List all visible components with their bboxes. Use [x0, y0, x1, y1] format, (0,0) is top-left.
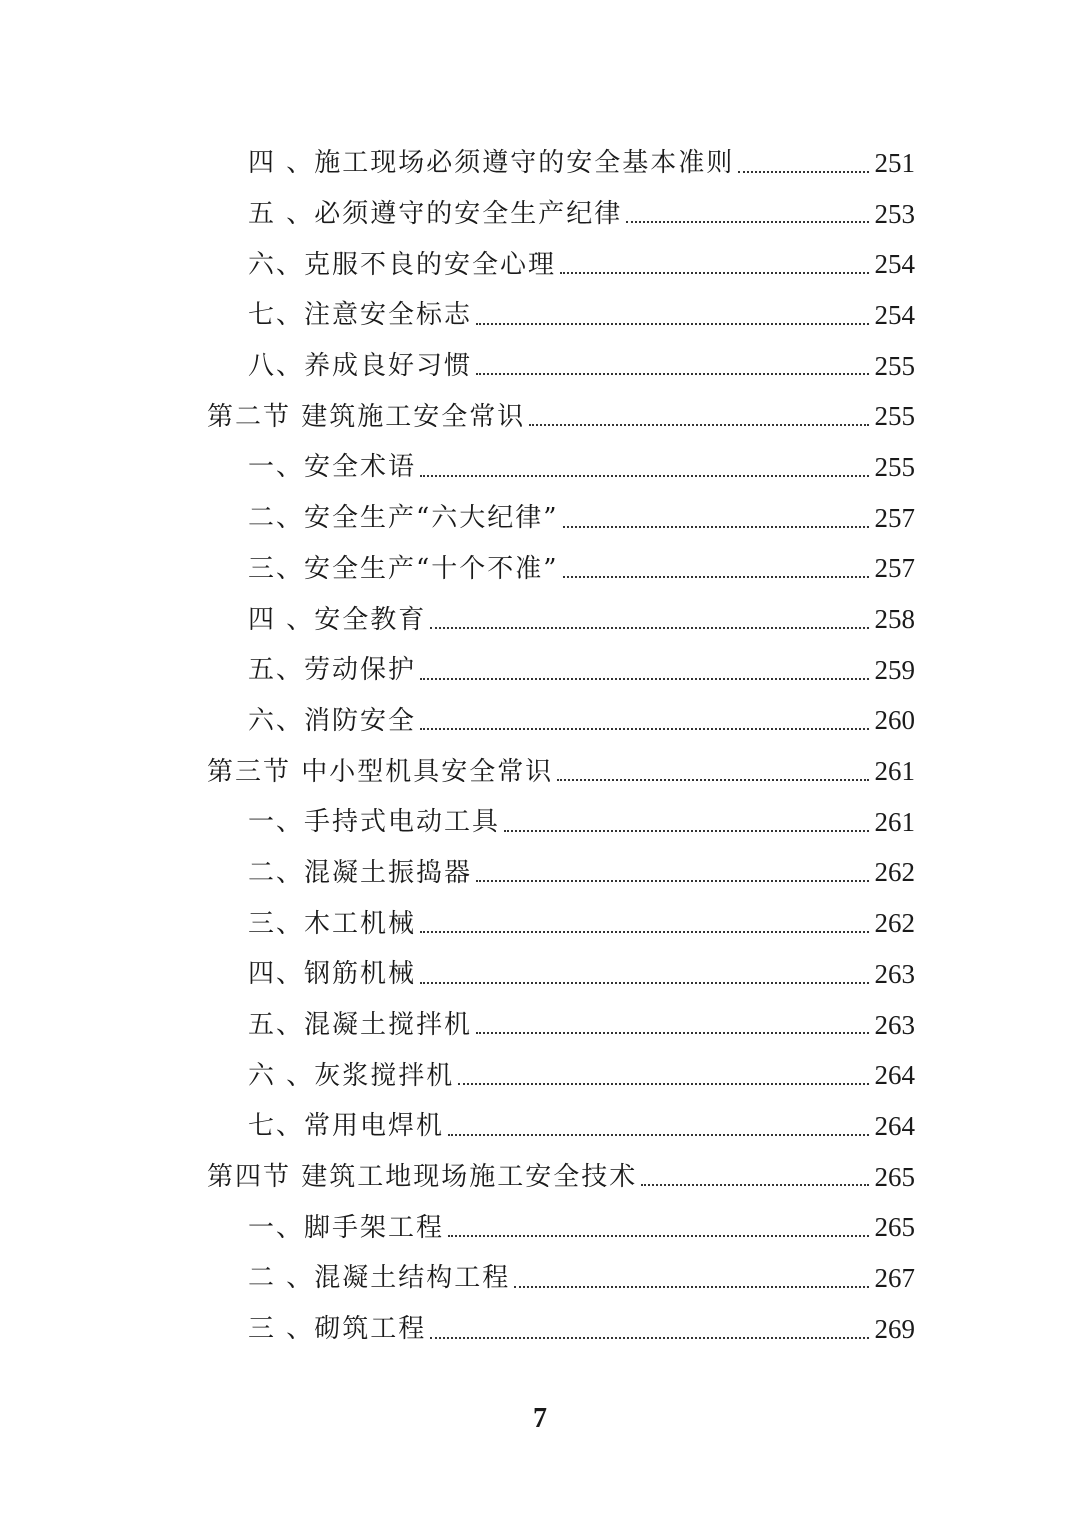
toc-dot-leader: [476, 1031, 868, 1034]
toc-entry[interactable]: [0, 1253, 1080, 1304]
toc-entry[interactable]: [0, 949, 1080, 1000]
toc-entry-title: 四 、安全教育: [248, 604, 427, 635]
toc-dot-leader: [420, 930, 868, 933]
table-of-contents: [0, 138, 1080, 1355]
toc-entry-title: 一、安全术语: [248, 452, 417, 483]
toc-entry[interactable]: [0, 645, 1080, 696]
toc-entry-title: 三、安全生产“十个不准”: [248, 553, 559, 584]
toc-entry-page: 255: [874, 350, 915, 381]
toc-dot-leader: [626, 220, 868, 223]
toc-dot-leader: [563, 575, 869, 578]
toc-entry-title: 五 、必须遵守的安全生产纪律: [248, 199, 623, 230]
toc-entry-page: 265: [874, 1212, 915, 1243]
toc-entry-page: 260: [874, 705, 915, 736]
toc-dot-leader: [514, 1285, 868, 1288]
toc-entry[interactable]: [0, 1050, 1080, 1101]
toc-entry[interactable]: [0, 594, 1080, 645]
toc-section-title: 第二节 建筑施工安全常识: [207, 401, 526, 432]
toc-dot-leader: [430, 626, 868, 629]
toc-dot-leader: [476, 879, 868, 882]
toc-entry-title: 四、钢筋机械: [248, 959, 417, 990]
toc-entry-title: 六、消防安全: [248, 705, 417, 736]
toc-entry-title: 八、养成良好习惯: [248, 351, 473, 382]
page-number: 7: [533, 1403, 547, 1434]
toc-entry-page: 254: [874, 249, 915, 280]
toc-entry-page: 254: [874, 299, 915, 330]
toc-entry-page: 257: [874, 502, 915, 533]
toc-entry-page: 253: [874, 198, 915, 229]
toc-entry[interactable]: [0, 797, 1080, 848]
toc-entry-page: 267: [874, 1262, 915, 1293]
toc-entry-page: 263: [874, 1009, 915, 1040]
toc-section-title: 第三节 中小型机具安全常识: [207, 756, 554, 787]
toc-entry-page: 259: [874, 654, 915, 685]
toc-dot-leader: [738, 170, 868, 173]
toc-entry[interactable]: [0, 189, 1080, 240]
toc-entry-page: 251: [874, 147, 915, 178]
toc-section-entry[interactable]: [0, 1152, 1080, 1203]
toc-dot-leader: [420, 474, 868, 477]
toc-dot-leader: [420, 981, 868, 984]
toc-entry[interactable]: [0, 290, 1080, 341]
toc-dot-leader: [563, 525, 869, 528]
toc-entry-page: 261: [874, 756, 915, 787]
toc-dot-leader: [448, 1133, 868, 1136]
toc-dot-leader: [529, 423, 868, 426]
toc-entry-title: 二、安全生产“六大纪律”: [248, 503, 559, 534]
toc-entry[interactable]: [0, 848, 1080, 899]
toc-entry[interactable]: [0, 898, 1080, 949]
toc-dot-leader: [420, 727, 868, 730]
toc-entry-title: 七、常用电焊机: [248, 1111, 445, 1142]
toc-entry-page: 257: [874, 553, 915, 584]
toc-dot-leader: [560, 271, 868, 274]
toc-section-entry[interactable]: [0, 391, 1080, 442]
toc-entry-page: 263: [874, 958, 915, 989]
toc-entry-title: 四 、施工现场必须遵守的安全基本准则: [248, 148, 735, 179]
toc-entry-page: 265: [874, 1161, 915, 1192]
toc-entry[interactable]: [0, 1101, 1080, 1152]
toc-dot-leader: [476, 372, 868, 375]
toc-entry-title: 五、混凝土搅拌机: [248, 1010, 473, 1041]
toc-entry-title: 六 、灰浆搅拌机: [248, 1060, 455, 1091]
toc-dot-leader: [504, 829, 868, 832]
toc-entry-page: 261: [874, 806, 915, 837]
toc-dot-leader: [476, 322, 868, 325]
toc-entry-page: 262: [874, 857, 915, 888]
toc-entry[interactable]: [0, 1000, 1080, 1051]
toc-dot-leader: [557, 778, 868, 781]
toc-entry-title: 五、劳动保护: [248, 655, 417, 686]
toc-entry[interactable]: [0, 544, 1080, 595]
toc-entry-page: 258: [874, 604, 915, 635]
toc-entry-title: 三 、砌筑工程: [248, 1314, 427, 1345]
toc-entry-page: 264: [874, 1060, 915, 1091]
toc-entry[interactable]: [0, 493, 1080, 544]
toc-entry-page: 255: [874, 451, 915, 482]
toc-entry[interactable]: [0, 341, 1080, 392]
toc-entry-title: 一、手持式电动工具: [248, 807, 501, 838]
toc-entry-title: 六、克服不良的安全心理: [248, 249, 557, 280]
toc-dot-leader: [420, 677, 868, 680]
toc-entry-title: 二、混凝土振捣器: [248, 857, 473, 888]
toc-entry[interactable]: [0, 442, 1080, 493]
toc-entry-title: 三、木工机械: [248, 908, 417, 939]
toc-entry-page: 255: [874, 401, 915, 432]
toc-dot-leader: [448, 1234, 868, 1237]
toc-entry[interactable]: [0, 1202, 1080, 1253]
toc-dot-leader: [430, 1336, 868, 1339]
toc-entry[interactable]: [0, 239, 1080, 290]
toc-entry[interactable]: [0, 1304, 1080, 1355]
toc-entry-title: 七、注意安全标志: [248, 300, 473, 331]
toc-entry-title: 二 、混凝土结构工程: [248, 1263, 511, 1294]
toc-entry[interactable]: [0, 138, 1080, 189]
toc-entry-page: 264: [874, 1110, 915, 1141]
toc-entry-page: 262: [874, 908, 915, 939]
toc-section-entry[interactable]: [0, 746, 1080, 797]
toc-section-title: 第四节 建筑工地现场施工安全技术: [207, 1162, 638, 1193]
toc-entry-page: 269: [874, 1313, 915, 1344]
toc-entry-title: 一、脚手架工程: [248, 1212, 445, 1243]
toc-entry[interactable]: [0, 696, 1080, 747]
toc-dot-leader: [641, 1183, 868, 1186]
toc-dot-leader: [458, 1082, 868, 1085]
